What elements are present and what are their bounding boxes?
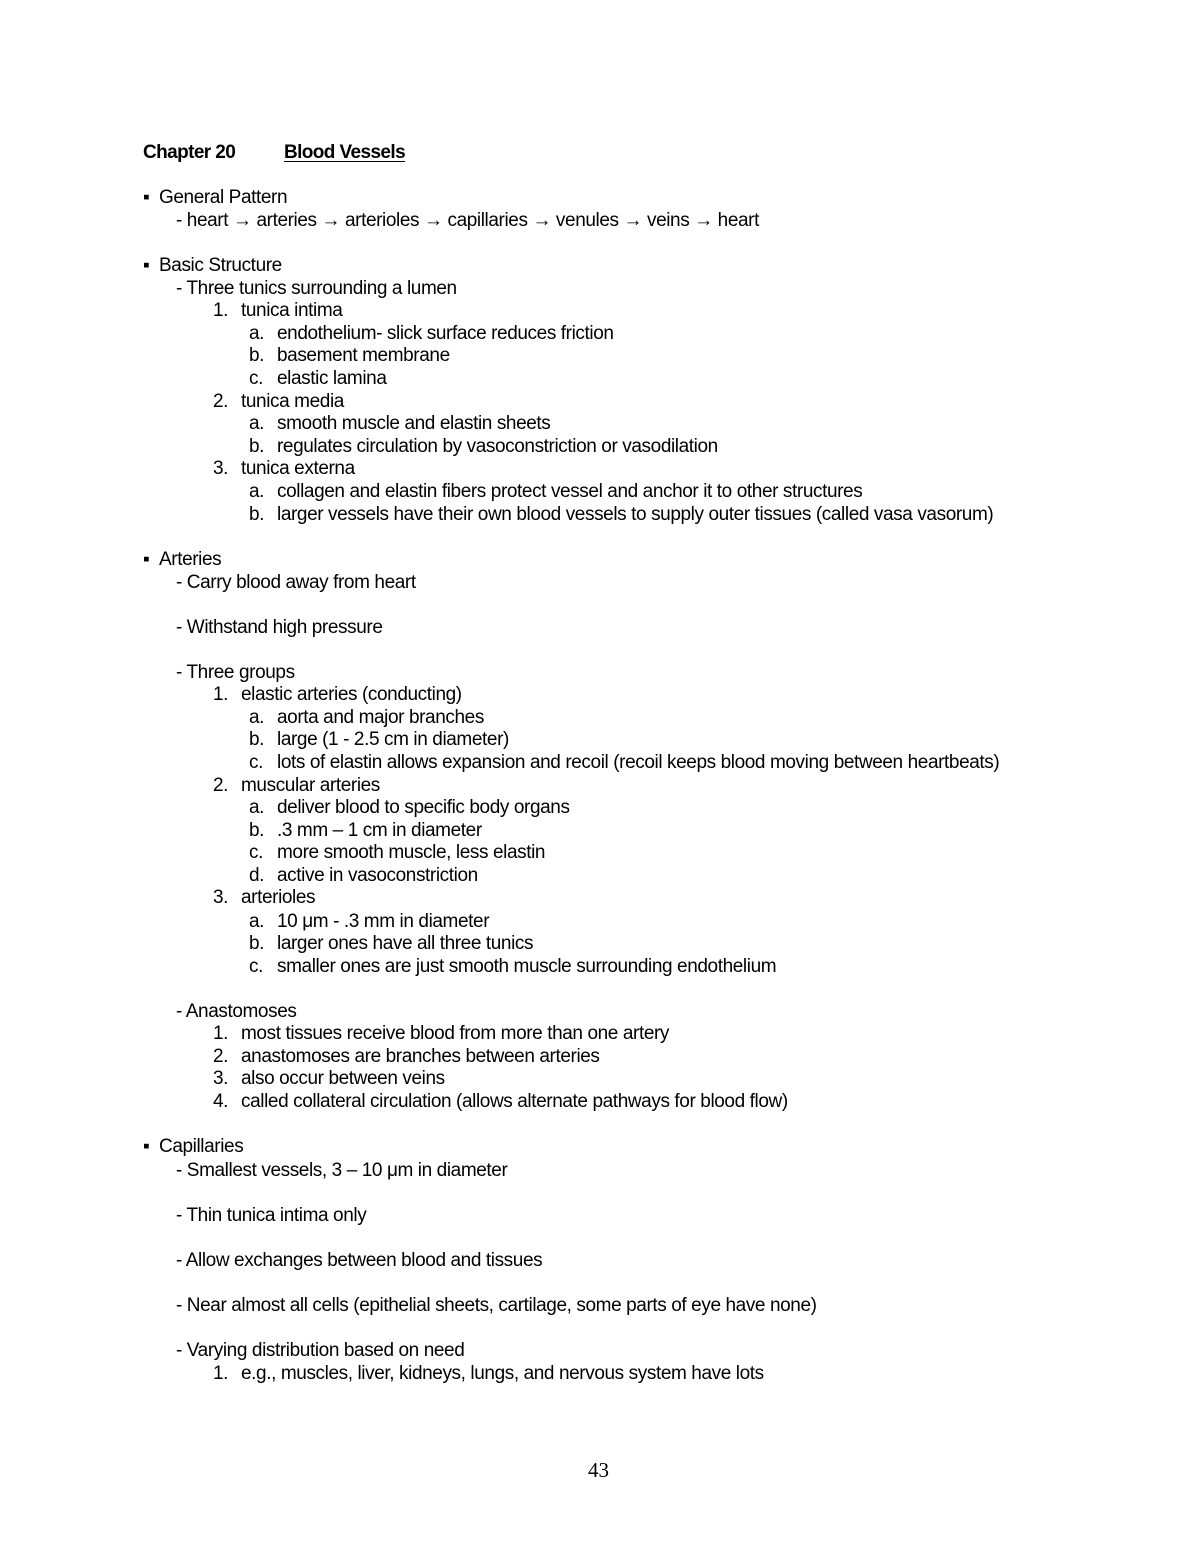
arteries-dash-3: - Three groups [176,662,295,683]
list-subitem: aorta and major branches [277,707,484,728]
list-letter: a. [249,323,265,344]
bullet-capillaries: ▪ [143,1136,150,1157]
list-item: arterioles [241,887,316,908]
list-number: 1. [213,1023,229,1044]
list-letter: c. [249,752,263,773]
bullet-general: ▪ [143,187,150,208]
list-number: 2. [213,391,229,412]
list-subitem: smaller ones are just smooth muscle surrounding endothelium [277,956,777,977]
list-item: most tissues receive blood from more than one artery [241,1023,670,1044]
list-letter: b. [249,345,265,366]
list-subitem: larger ones have all three tunics [277,933,534,954]
list-letter: b. [249,933,265,954]
capillaries-dash-3: - Allow exchanges between blood and tissues [176,1250,543,1271]
page-number: 43 [588,1458,609,1482]
list-letter: d. [249,865,265,886]
list-letter: b. [249,436,265,457]
list-letter: a. [249,707,265,728]
list-item: tunica media [241,391,344,412]
list-item: also occur between veins [241,1068,445,1089]
list-letter: b. [249,729,265,750]
capillaries-dash-2: - Thin tunica intima only [176,1205,367,1226]
list-number: 2. [213,1046,229,1067]
list-number: 3. [213,887,229,908]
bullet-arteries: ▪ [143,549,150,570]
list-subitem: active in vasoconstriction [277,865,478,886]
list-subitem: elastic lamina [277,368,387,389]
bullet-basic: ▪ [143,255,150,276]
capillaries-dash-5: - Varying distribution based on need [176,1340,465,1361]
general-pattern-flow: - heart → arteries → arterioles → capillaries → venules → veins → heart [176,210,759,231]
list-item: muscular arteries [241,775,380,796]
basic-dash-1: - Three tunics surrounding a lumen [176,278,457,299]
list-number: 1. [213,1363,229,1384]
list-letter: a. [249,911,265,932]
list-letter: c. [249,956,263,977]
list-item: called collateral circulation (allows alternate pathways for blood flow) [241,1091,788,1112]
list-subitem: deliver blood to specific body organs [277,797,570,818]
list-number: 3. [213,458,229,479]
section-title-arteries: Arteries [159,549,222,570]
list-letter: c. [249,368,263,389]
list-item: anastomoses are branches between arteries [241,1046,600,1067]
list-item: e.g., muscles, liver, kidneys, lungs, and nervous system have lots [241,1363,764,1384]
list-letter: a. [249,797,265,818]
list-subitem: endothelium- slick surface reduces friction [277,323,614,344]
list-subitem: .3 mm – 1 cm in diameter [277,820,482,841]
list-letter: b. [249,820,265,841]
arteries-dash-1: - Carry blood away from heart [176,572,416,593]
list-subitem: lots of elastin allows expansion and recoil (recoil keeps blood moving between heartbeats) [277,752,1000,773]
list-item: tunica externa [241,458,355,479]
list-letter: a. [249,481,265,502]
list-item: tunica intima [241,300,343,321]
section-title-capillaries: Capillaries [159,1136,244,1157]
chapter-label: Chapter 20 [143,142,236,163]
list-number: 2. [213,775,229,796]
arteries-dash-2: - Withstand high pressure [176,617,383,638]
list-subitem: more smooth muscle, less elastin [277,842,546,863]
list-letter: b. [249,504,265,525]
list-subitem: basement membrane [277,345,450,366]
section-title-general: General Pattern [159,187,288,208]
arteries-dash-4: - Anastomoses [176,1001,297,1022]
list-subitem: smooth muscle and elastin sheets [277,413,551,434]
list-number: 4. [213,1091,229,1112]
list-item: elastic arteries (conducting) [241,684,462,705]
list-number: 3. [213,1068,229,1089]
list-number: 1. [213,300,229,321]
list-subitem: 10 μm - .3 mm in diameter [277,911,490,932]
list-subitem: collagen and elastin fibers protect vessel and anchor it to other structures [277,481,863,502]
list-number: 1. [213,684,229,705]
chapter-title: Blood Vessels [284,142,406,163]
list-subitem: larger vessels have their own blood vessels to supply outer tissues (called vasa vasorum) [277,504,994,525]
capillaries-dash-4: - Near almost all cells (epithelial sheets, cartilage, some parts of eye have none) [176,1295,817,1316]
list-subitem: large (1 - 2.5 cm in diameter) [277,729,509,750]
list-letter: c. [249,842,263,863]
section-title-basic: Basic Structure [159,255,282,276]
capillaries-dash-1: - Smallest vessels, 3 – 10 μm in diameter [176,1160,508,1181]
list-subitem: regulates circulation by vasoconstriction or vasodilation [277,436,718,457]
list-letter: a. [249,413,265,434]
